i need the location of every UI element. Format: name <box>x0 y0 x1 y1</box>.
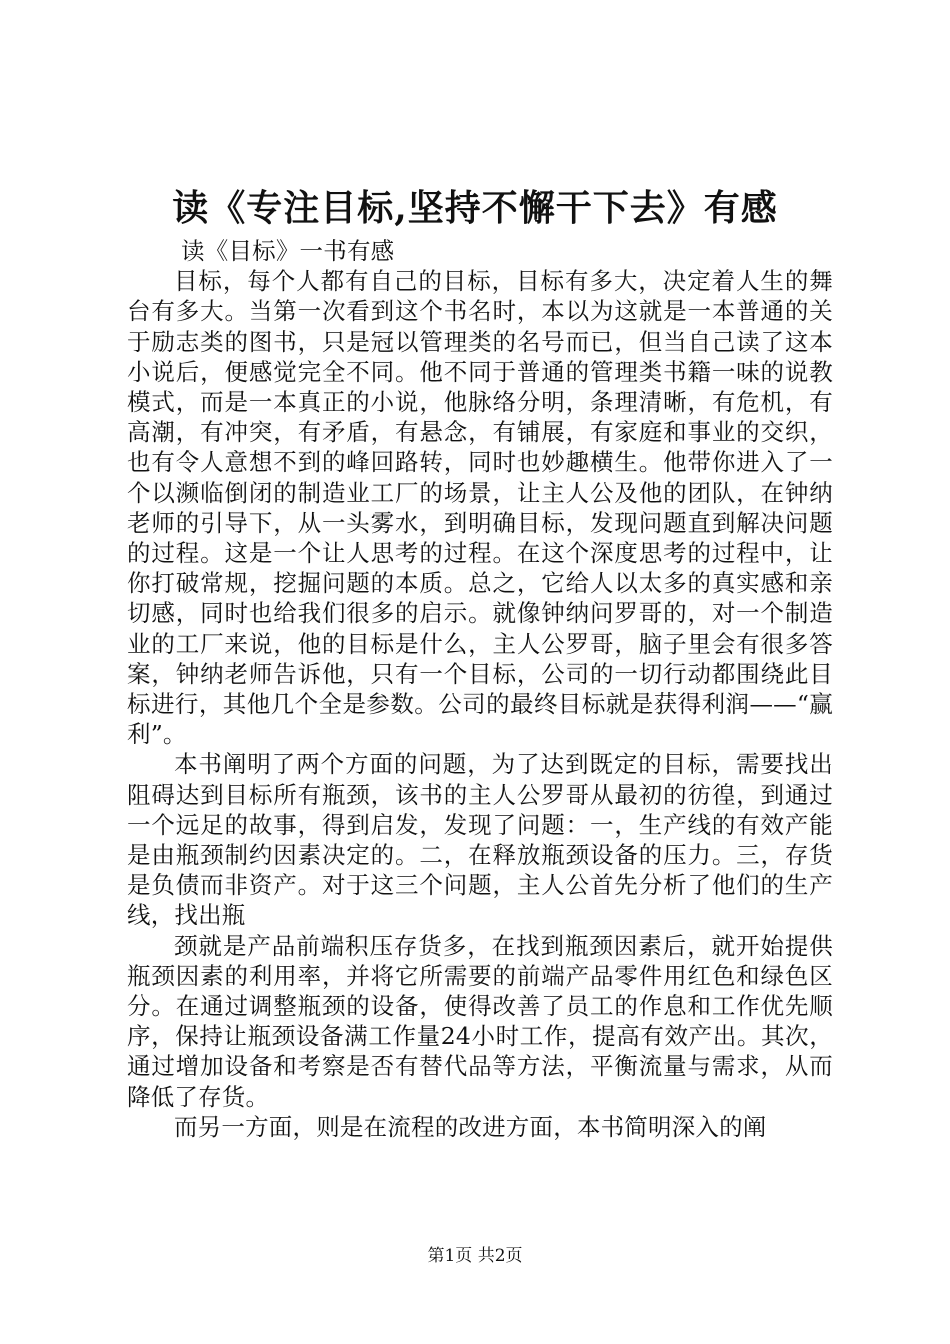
paragraph: 本书阐明了两个方面的问题，为了达到既定的目标，需要找出阻碍达到目标所有瓶颈，该书的主人公罗哥从最初的彷徨，到通过一个远足的故事，得到启发，发现了问题：一，生产线的有效产能是由瓶颈制约因素决定的。二，在释放瓶颈设备的压力。三，存货是负债而非资产。对于这三个问题，主人公首先分析了他们的生产线，找出瓶 <box>127 750 833 930</box>
paragraph: 颈就是产品前端积压存货多，在找到瓶颈因素后，就开始提供瓶颈因素的利用率，并将它所需要的前端产品零件用红色和绿色区分。在通过调整瓶颈的设备，使得改善了员工的作息和工作优先顺序，保持让瓶颈设备满工作量24小时工作，提高有效产出。其次，通过增加设备和考察是否有替代品等方法，平衡流量与需求，从而降低了存货。 <box>127 931 833 1111</box>
paragraph: 目标，每个人都有自己的目标，目标有多大，决定着人生的舞台有多大。当第一次看到这个书名时，本以为这就是一本普通的关于励志类的图书，只是冠以管理类的名号而已，但当自己读了这本小说后，便感觉完全不同。他不同于普通的管理类书籍一味的说教模式，而是一本真正的小说，他脉络分明，条理清晰，有危机，有高潮，有冲突，有矛盾，有悬念，有铺展，有家庭和事业的交织，也有令人意想不到的峰回路转，同时也妙趣横生。他带你进入了一个以濒临倒闭的制造业工厂的场景，让主人公及他的团队，在钟纳老师的引导下，从一头雾水，到明确目标，发现问题直到解决问题的过程。这是一个让人思考的过程。在这个深度思考的过程中，让你打破常规，挖掘问题的本质。总之，它给人以太多的真实感和亲切感，同时也给我们很多的启示。就像钟纳问罗哥的，对一个制造业的工厂来说，他的目标是什么，主人公罗哥，脑子里会有很多答案，钟纳老师告诉他，只有一个目标，公司的一切行动都围绕此目标进行，其他几个全是参数。公司的最终目标就是获得利润——“赢利”。 <box>127 267 833 749</box>
document-title: 读《专注目标,坚持不懈干下去》有感 <box>172 187 778 229</box>
page-number-footer: 第1页 共2页 <box>427 1246 523 1266</box>
document-subtitle: 读《目标》一书有感 <box>181 237 395 265</box>
document-body <box>127 236 833 1142</box>
paragraph: 而另一方面，则是在流程的改进方面，本书简明深入的阐 <box>174 1112 767 1141</box>
